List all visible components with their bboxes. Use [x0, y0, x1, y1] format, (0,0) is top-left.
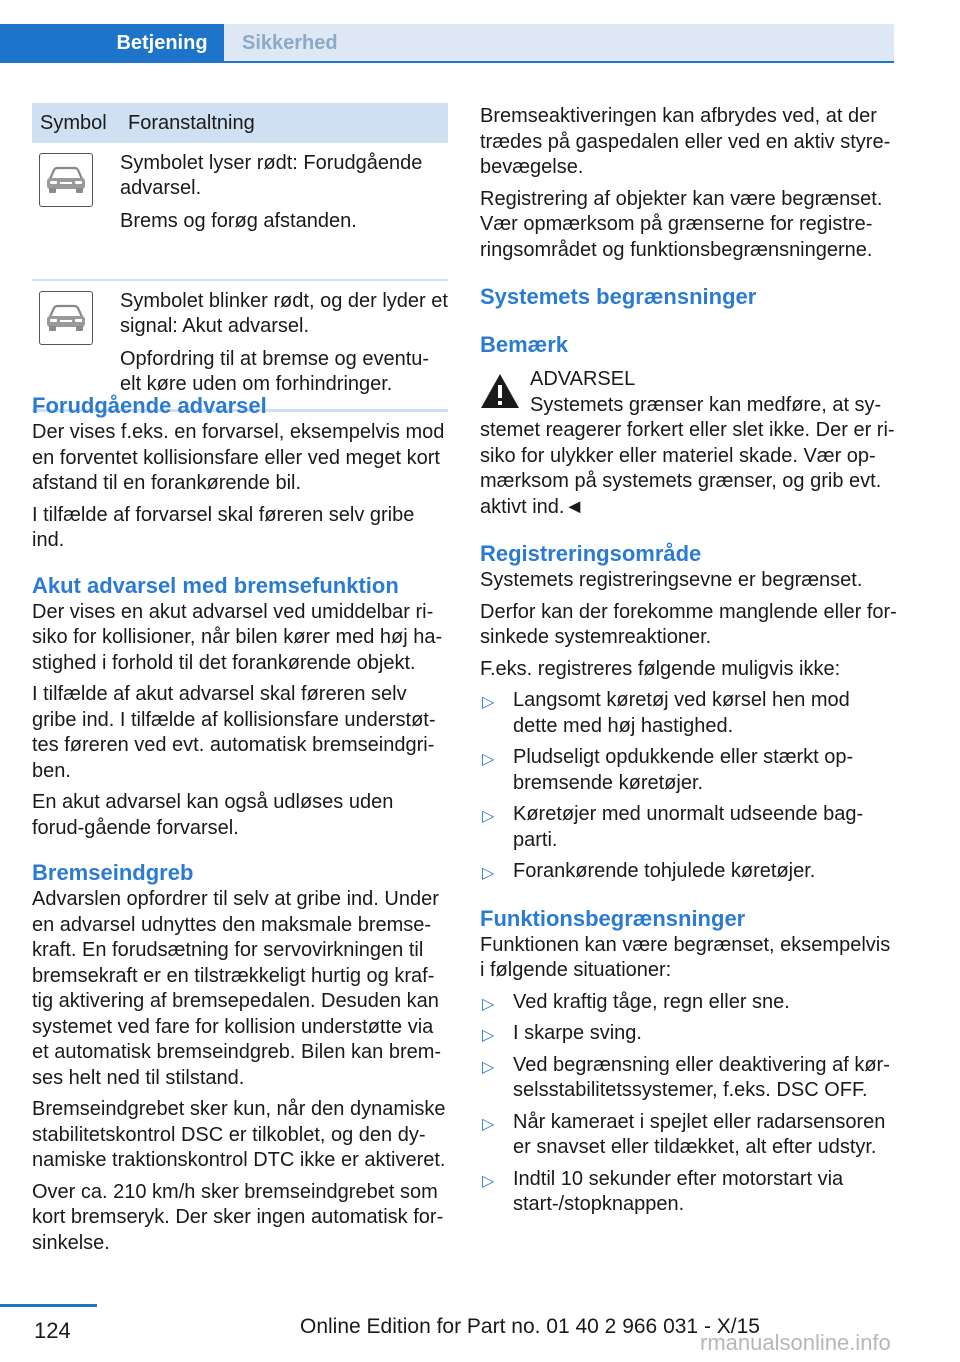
warning-block: [480, 367, 898, 520]
paragraph: Bremseaktiveringen kan afbrydes ved, at der trædes på gaspedalen eller ved en aktiv styre-bevægelse.: [480, 105, 891, 178]
triangle-bullet-icon: ▷: [482, 694, 495, 711]
list-item: ▷ I skarpe sving.: [480, 1021, 898, 1047]
triangle-bullet-icon: ▷: [482, 751, 495, 768]
function-list: [480, 990, 898, 1218]
paragraph: Systemets registreringsevne er begrænset.: [480, 569, 863, 591]
triangle-bullet-icon: ▷: [482, 865, 495, 882]
warning-text: Systemets grænser kan medføre, at sy-stemet reagerer forkert eller slet ikke. Der er ri-siko for ulykker eller materiel skade. Vær op-mærksom på systemets grænser, og grib evt. aktivt ind.◄: [480, 393, 895, 518]
tab-betjening[interactable]: [0, 24, 224, 62]
paragraph: Over ca. 210 km/h sker bremseindgrebet som kort bremseryk. Der sker ingen automatisk for-sinkelse.: [32, 1180, 444, 1254]
triangle-bullet-icon: ▷: [482, 1115, 495, 1133]
edition-text: Online Edition for Part no. 01 40 2 966 031 - X/15: [300, 1315, 760, 1338]
table-row: [32, 143, 448, 281]
section-title-registreringsomraade: Registreringsområde: [480, 541, 702, 566]
row-2-line-2: Opfordring til at bremse og eventu-elt køre uden om forhindringer.: [120, 348, 430, 395]
symbol-table: [32, 103, 448, 412]
list-item: ▷ Når kameraet i spejlet eller radarsensoren er snavset eller tildækket, alt efter udstyr.: [482, 1110, 886, 1158]
paragraph: Der vises en akut advarsel ved umiddelbar ri-siko for kollisioner, når bilen kører med høj ha-stighed i forhold til det forankørende objekt.: [32, 600, 443, 674]
paragraph: Registrering af objekter kan være begrænset. Vær opmærksom på grænserne for registre-ringsområdet og funktionsbegrænsningerne.: [480, 187, 883, 261]
paragraph: Funktionen kan være begrænset, eksempelvis i følgende situationer:: [480, 933, 891, 981]
warning-triangle-icon: [480, 373, 520, 409]
left-column: [32, 392, 448, 1256]
paragraph: I tilfælde af akut advarsel skal føreren selv gribe ind. I tilfælde af kollisionsfare understøt-tes føreren ved evt. automatisk bremseindgri-ben.: [32, 683, 436, 782]
car-front-icon: [39, 153, 93, 207]
car-front-icon: [39, 291, 93, 345]
paragraph: Derfor kan der forekomme manglende eller for-sinkede systemreaktioner.: [480, 600, 897, 648]
list-item: ▷ Pludseligt opdukkende eller stærkt op-bremsende køretøjer.: [482, 746, 854, 794]
section-title-bremseindgreb: Bremseindgreb: [32, 860, 194, 885]
column-header-action: Foranstaltning: [128, 111, 255, 134]
column-header-symbol: Symbol: [40, 111, 107, 134]
warning-label: ADVARSEL: [530, 368, 636, 390]
table-row: [32, 281, 448, 409]
header-tabs: [0, 0, 960, 64]
paragraph: En akut advarsel kan også udløses uden forud-gående forvarsel.: [32, 791, 394, 839]
triangle-bullet-icon: ▷: [482, 808, 495, 825]
watermark: rmanualsonline.info: [700, 1330, 891, 1355]
paragraph: Advarslen opfordrer til selv at gribe ind. Under en advarsel udnyttes den maksmale bremse-kraft. En forudsætning for servovirkningen til bremsekraft er en tilstrækkeligt hurtig og kraf-tig aktivering af bremsepedalen. Desuden kan systemet ved fare for kollision understøtte via et automatisk bremseindgreb. Bilen kan brem-ses helt ned til stilstand.: [32, 888, 442, 1089]
list-item: ▷ Ved begrænsning eller deaktivering af kør-selsstabilitetssystemer, f.eks. DSC OFF.: [482, 1053, 890, 1101]
page-number: 124: [34, 1318, 71, 1343]
footer-rule: [0, 1304, 97, 1307]
triangle-bullet-icon: ▷: [482, 1058, 495, 1076]
paragraph: Der vises f.eks. en forvarsel, eksempelvis mod en forventet kollisionsfare eller ved meget kort afstand til en forankørende bil.: [32, 421, 445, 494]
list-item: ▷ Langsomt køretøj ved kørsel hen mod dette med høj hastighed.: [482, 689, 850, 737]
section-title-forudgaaende: Forudgående advarsel: [32, 393, 267, 418]
section-title-funktionsbegraensninger: Funktionsbegrænsninger: [480, 905, 746, 931]
paragraph: F.eks. registreres følgende muligvis ikke:: [480, 657, 841, 680]
paragraph: I tilfælde af forvarsel skal føreren selv gribe ind.: [32, 503, 415, 551]
triangle-bullet-icon: ▷: [482, 1027, 495, 1044]
right-column: [480, 104, 898, 1218]
tab-sikkerhed-label: Sikkerhed: [242, 31, 338, 54]
tab-betjening-label: Betjening: [116, 31, 208, 54]
list-item: ▷ Forankørende tohjulede køretøjer.: [480, 859, 898, 885]
list-item: ▷ Ved kraftig tåge, regn eller sne.: [480, 990, 898, 1016]
header-divider: [0, 61, 894, 63]
subsection-title-bemaerk: Bemærk: [480, 332, 569, 357]
paragraph: Bremseindgrebet sker kun, når den dynamiske stabilitetskontrol DSC er tilkoblet, og den dy-namiske traktionskontrol DTC ikke er aktiveret.: [32, 1098, 446, 1171]
section-title-akut-advarsel: Akut advarsel med bremsefunktion: [32, 572, 399, 598]
row-1-line-2: Brems og forøg afstanden.: [120, 210, 357, 232]
symbol-table-header: [32, 103, 448, 143]
row-2-line-1: Symbolet blinker rødt, og der lyder et signal: Akut advarsel.: [120, 290, 448, 337]
list-item: ▷ Indtil 10 sekunder efter motorstart via start-/stopknappen.: [482, 1167, 844, 1215]
list-item: ▷ Køretøjer med unormalt udseende bag-parti.: [482, 803, 864, 851]
triangle-bullet-icon: ▷: [482, 995, 495, 1013]
row-1-line-1: Symbolet lyser rødt: Forudgående advarsel.: [120, 152, 423, 199]
triangle-bullet-icon: ▷: [482, 1172, 495, 1190]
range-list: [480, 688, 898, 885]
tab-sikkerhed[interactable]: [224, 24, 894, 62]
section-title-begraensninger: Systemets begrænsninger: [480, 284, 757, 309]
